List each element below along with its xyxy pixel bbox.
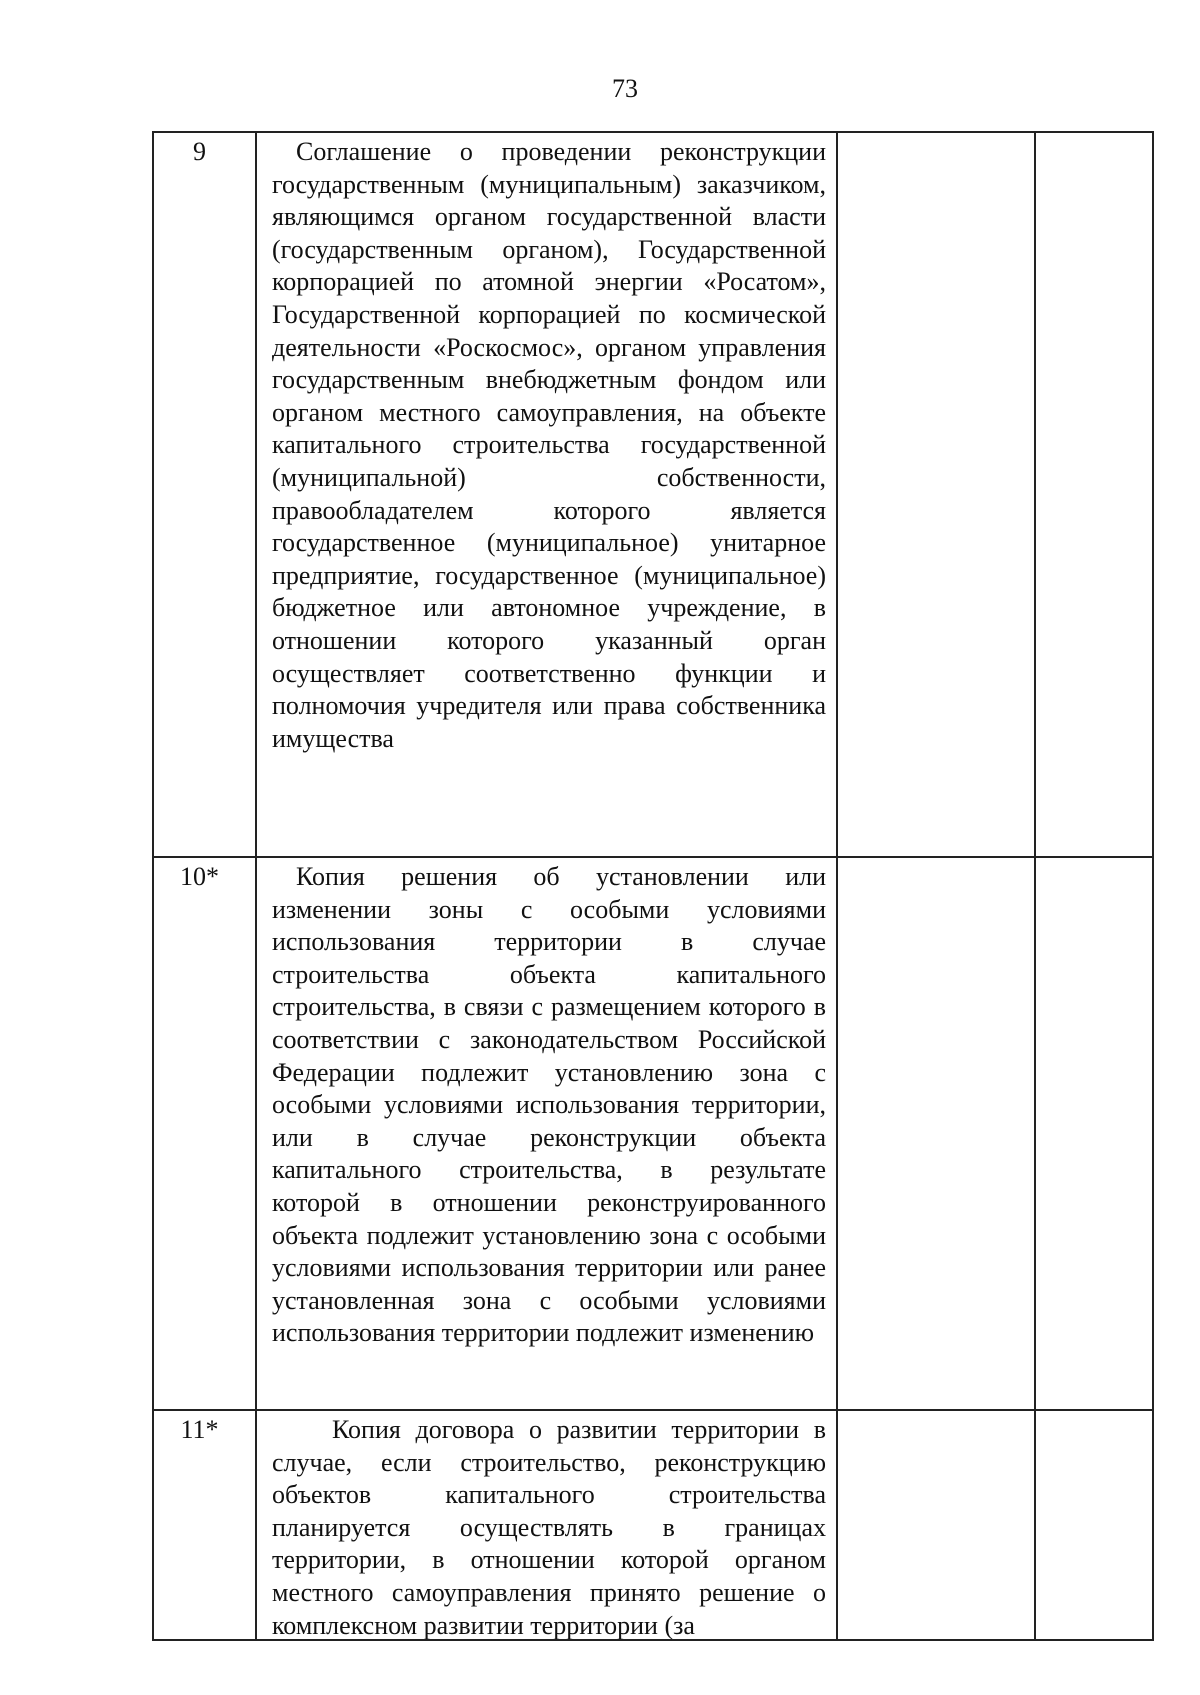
row-description: Копия договора о развитии территории в случае, если строительство, реконструкцию объектов капитального строительства планируется осуществлять в границах территории, в отношении которой органом местного самоуправления принято решение о комплексном развитии территории (за (272, 1415, 826, 1639)
table-row (153, 1410, 1153, 1640)
empty-cell (1035, 1410, 1153, 1640)
row-description: Копия решения об установлении или изменении зоны с особыми условиями использования территории в случае строительства объекта капитального строительства, в связи с размещением которого в соответствии с законодательством Российской Федерации подлежит установлению зона с особыми условиями использования территории, или в случае реконструкции объекта капитального строительства, в результате которой в отношении реконструированного объекта подлежит установлению зона с особыми условиями использования территории или ранее установленная зона с особыми условиями использования территории подлежит изменению (272, 862, 826, 1348)
row-description-cell (256, 1410, 837, 1640)
row-description-cell (256, 132, 837, 857)
empty-cell (1035, 132, 1153, 857)
empty-cell (837, 1410, 1035, 1640)
table-row (153, 857, 1153, 1410)
row-description-cell (256, 857, 837, 1410)
table-row (153, 132, 1153, 857)
documents-table (152, 131, 1154, 1641)
row-description: Соглашение о проведении реконструкции государственным (муниципальным) заказчиком, являющимся органом государственной власти (государственным органом), Государственной корпорацией по атомной энергии «Росатом», Государственной корпорацией по космической деятельности «Роскосмос», органом управления государственным внебюджетным фондом или органом местного самоуправления, на объекте капитального строительства государственной (муниципальной) собственности, правообладателем которого является государственное (муниципальное) унитарное предприятие, государственное (муниципальное) бюджетное или автономное учреждение, в отношении которого указанный орган осуществляет соответственно функции и полномочия учредителя или права собственника имущества (272, 137, 826, 753)
empty-cell (1035, 857, 1153, 1410)
row-number: 10* (153, 857, 256, 1410)
empty-cell (837, 857, 1035, 1410)
row-number: 11* (153, 1410, 256, 1640)
page-number: 73 (612, 74, 638, 103)
row-number: 9 (153, 132, 256, 857)
empty-cell (837, 132, 1035, 857)
